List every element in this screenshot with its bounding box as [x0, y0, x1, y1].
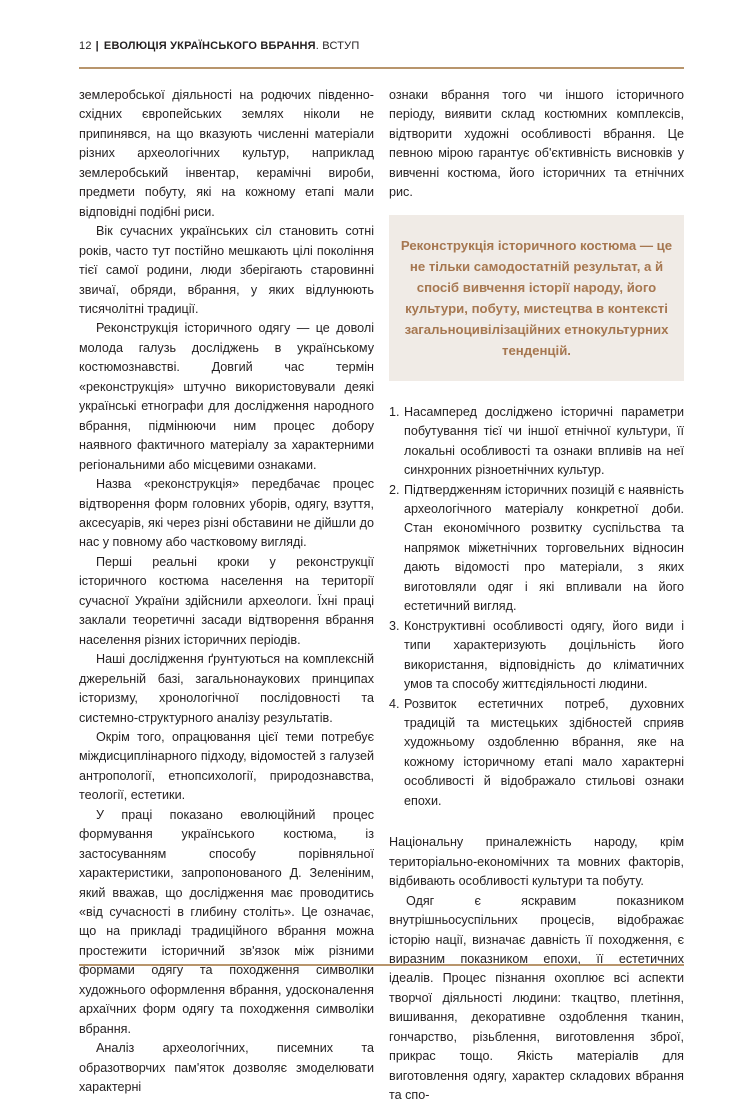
list-item-text: Розвиток естетичних потреб, духовних традицій та мистецьких здібностей сприяв художньому оздобленню вбрання, яке на кожному історичному етапі мало характерні особливості й відображало стильові ознаки епохи. — [404, 696, 684, 808]
paragraph: Вік сучасних українських сіл становить сотні років, часто тут постійно мешкають цілі покоління тієї самої родини, люди зберігають старовинні звичаї, обряди, вбрання, у яких відлунюють тисячолітні традиції. — [79, 224, 374, 316]
section-name: ВСТУП — [322, 40, 360, 52]
running-header — [79, 40, 359, 52]
book-title: ЕВОЛЮЦІЯ УКРАЇНСЬКОГО ВБРАННЯ — [103, 40, 316, 52]
paragraph: Наші дослідження ґрунтуються на комплексній джерельній базі, загальнонаукових принципах історизму, хронологічної послідовності та системно-структурного аналізу результатів. — [79, 652, 374, 725]
paragraph: землеробської діяльності на родючих південно-східних європейських землях ніколи не припинявся, на що вказують численні матеріали різних археологічних культур, наприклад землеробський інвентар, керамічні вироби, предмети побуту, які на кожному етапі мали відповідні подібні риси. — [79, 88, 374, 219]
paragraph: Одяг є яскравим показником внутрішньосуспільних процесів, відображає історію нації, визначає давність її походження, є виразним показником епохи, її естетичних ідеалів. Процес пізнання охоплює всі аспекти творчої діяльності людини: ткацтво, плетіння, вишивання, декоративне оздоблення тканин, гончарство, різьблення, виготовлення зброї, прикрас тощо. Якість матеріалів для виготовлення одягу, характер складових вбрання та спо- — [389, 893, 684, 1103]
list-item — [389, 403, 684, 481]
paragraph: Перші реальні кроки у реконструкції історичного костюма населення на території сучасної України здійснили археологи. Їхні праці заклали теоретичні засади відтворення вбрання населення різних історичних періодів. — [79, 554, 374, 647]
paragraph: ознаки вбрання того чи іншого історичного періоду, виявити склад костюмних комплексів, відтворити художні особливості вбрання. Це певною мірою гарантує об'єктивність висновків у вивченні костюма, його історичних та етнічних рис. — [389, 88, 684, 200]
page-number: 12 — [79, 40, 92, 52]
right-column — [389, 86, 684, 1106]
paragraph: Аналіз археологічних, писемних та образотворчих пам'яток дозволяє змоделювати характерні — [79, 1041, 374, 1095]
header-rule — [79, 67, 684, 69]
list-number: 2. — [389, 482, 400, 497]
list-item — [389, 617, 684, 695]
pull-quote: Реконструкція історичного костюма — це не тільки самодостатній результат, а й спосіб вивчення історії народу, його культури, побуту, мистецтва в контексті загальноцивілізаційних етнокультурних тенденцій. — [389, 215, 684, 381]
list-number: 4. — [389, 696, 400, 711]
paragraph: У праці показано еволюційний процес формування українського костюма, із застосуванням способу порівняльної характеристики, запропонованого Д. Зеленіним, який вважав, що дослідження має проводитись «від сучасності в глибину століть». Це означає, що на прикладі традиційного вбрання можна простежити історичний зв'язок між різними формами одягу та походження символіки художнього оформлення вбрання, удосконалення архаїчних форм одягу та походження символіки вбрання. — [79, 807, 374, 1036]
list-item-text: Насамперед досліджено історичні параметри побутування тієї чи іншої етнічної культури, її локальні особливості та ознаки впливів на неї синхронних різноетнічних культур. — [404, 404, 684, 478]
title-dot: . — [315, 40, 323, 52]
header-separator: | — [95, 40, 99, 52]
footer-rule — [79, 964, 684, 966]
left-column — [79, 86, 374, 1098]
numbered-list — [389, 403, 684, 812]
list-item-text: Підтвердженням історичних позицій є наявність археологічного матеріалу конкретної доби. Стан економічного розвитку суспільства та напрямок міжетнічних торговельних відносин дають відомості про матеріали, з яких виготовляли одяг і які впливали на його естетичний вигляд. — [404, 482, 684, 614]
list-item — [389, 695, 684, 812]
list-item-text: Конструктивні особливості одягу, його види і типи характеризують доцільність його використання, відповідність до кліматичних умов та способу життєдіяльності людини. — [404, 618, 684, 692]
paragraph: Національну приналежність народу, крім територіально-економічних та мовних факторів, відбивають особливості культури та побуту. — [389, 835, 684, 889]
paragraph: Назва «реконструкція» передбачає процес відтворення форм головних уборів, одягу, взуття, аксесуарів, які через різні обставини не дійшли до нас у повному або частковому вигляді. — [79, 477, 374, 550]
list-number: 3. — [389, 618, 400, 633]
list-number: 1. — [389, 404, 400, 419]
list-item — [389, 481, 684, 617]
paragraph: Реконструкція історичного одягу — це доволі молода галузь досліджень в українському костюмознавстві. Довгий час термін «реконструкція» штучно використовували деякі українські етнографи для дослідження народного вбрання, підмінюючи ним процес добору наявного фактичного матеріалу за характерними регіональними або місцевими ознаками. — [79, 321, 374, 472]
paragraph: Окрім того, опрацювання цієї теми потребує міждисциплінарного підходу, відомостей з галузей антропології, етнопсихології, природознавства, теології, естетики. — [79, 729, 374, 803]
